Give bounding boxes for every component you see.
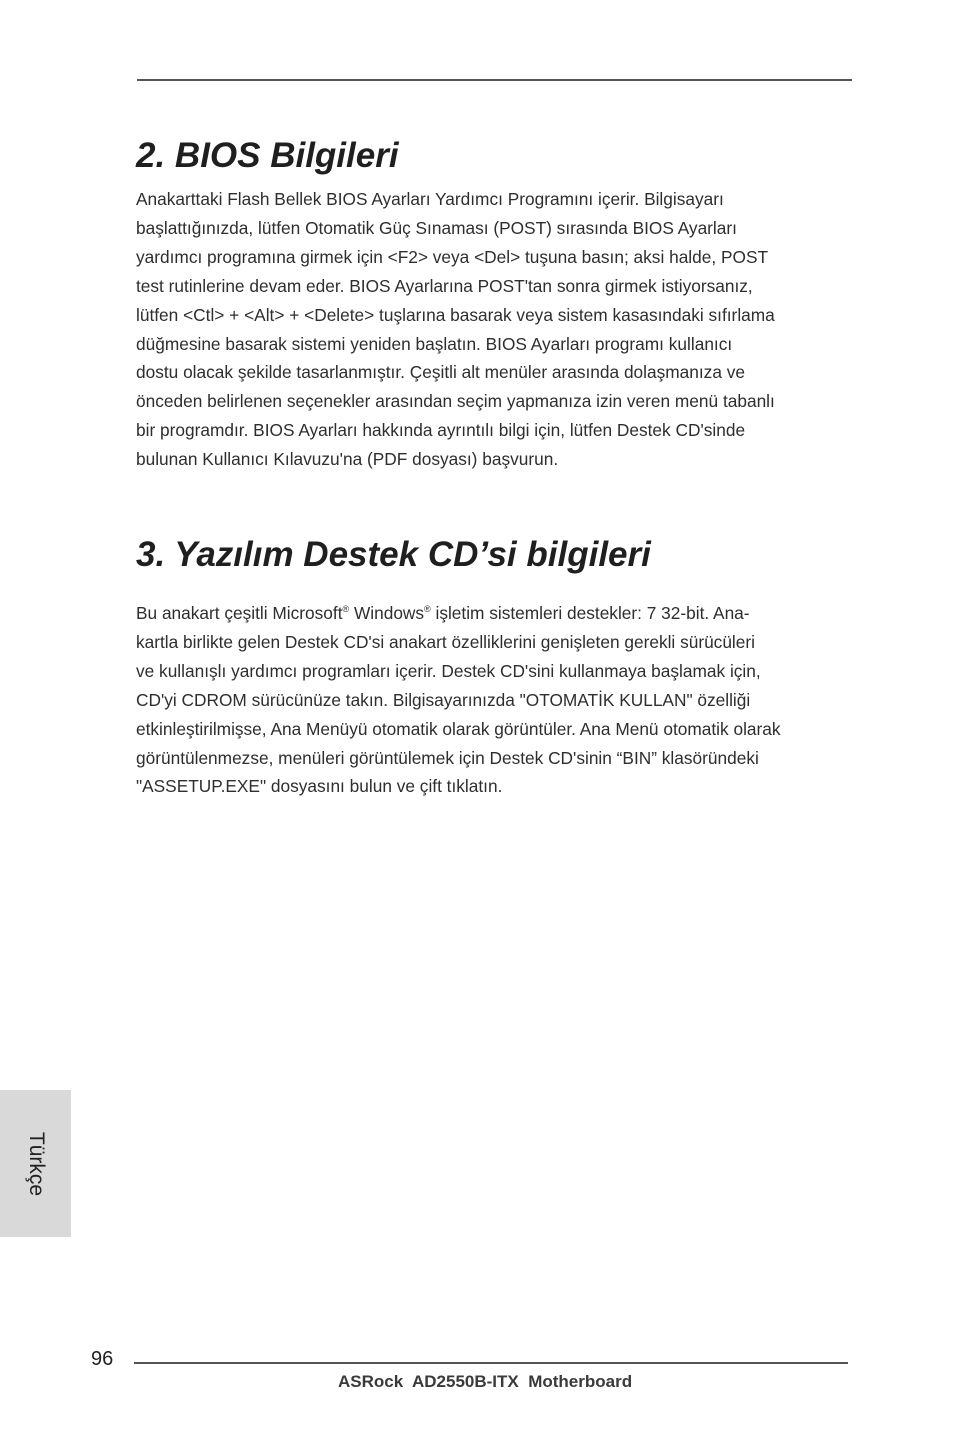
footer-product-name: ASRock AD2550B-ITX Motherboard — [338, 1372, 633, 1391]
paragraph-line: başlattığınızda, lütfen Otomatik Güç Sınaması (POST) sırasında BIOS Ayarları — [136, 217, 737, 238]
language-tab-label: Türkçe — [24, 1131, 48, 1196]
language-side-tab — [0, 1090, 71, 1237]
bios-paragraph — [136, 185, 856, 474]
support-cd-paragraph — [136, 599, 856, 801]
paragraph-line: görüntülenmezse, menüleri görüntülemek için Destek CD'sinin “BIN” klasöründeki — [136, 747, 759, 768]
paragraph-line: ve kullanışlı yardımcı programları içerir. Destek CD'sini kullanmaya başlamak için, — [136, 660, 761, 681]
page-number: 96 — [91, 1348, 114, 1370]
top-divider — [137, 79, 852, 81]
paragraph-line: dostu olacak şekilde tasarlanmıştır. Çeşitli alt menüler arasında dolaşmanıza ve — [136, 362, 745, 383]
paragraph-line: bir programdır. BIOS Ayarları hakkında ayrıntılı bilgi için, lütfen Destek CD'sinde — [136, 420, 746, 441]
bottom-divider — [134, 1362, 848, 1364]
line-segment: işletim sistemleri destekler: 7 32-bit. Ana- — [430, 603, 750, 623]
paragraph-line: düğmesine basarak sistemi yeniden başlatın. BIOS Ayarları programı kullanıcı — [136, 333, 733, 354]
paragraph-line: CD'yi CDROM sürücünüze takın. Bilgisayarınızda "OTOMATİK KULLAN" özelliği — [136, 689, 751, 710]
paragraph-line: Anakarttaki Flash Bellek BIOS Ayarları Yardımcı Programını içerir. Bilgisayarı — [136, 189, 724, 209]
paragraph-line: "ASSETUP.EXE" dosyasını bulun ve çift tıklatın. — [136, 776, 503, 797]
paragraph-line: lütfen <Ctl> + <Alt> + <Delete> tuşlarına basarak veya sistem kasasındaki sıfırlama — [136, 304, 775, 325]
paragraph-line: bulunan Kullanıcı Kılavuzu'na (PDF dosyası) başvurun. — [136, 449, 559, 470]
paragraph-line: etkinleştirilmişse, Ana Menüyü otomatik olarak görüntüler. Ana Menü otomatik olarak — [136, 718, 781, 739]
registered-mark: ® — [342, 604, 350, 614]
line-segment: Bu anakart çeşitli Microsoft — [136, 603, 343, 623]
paragraph-line: önceden belirlenen seçenekler arasından seçim yapmanıza izin veren menü tabanlı — [136, 391, 775, 412]
section-heading-support-cd: 3. Yazılım Destek CD’si bilgileri — [136, 535, 651, 574]
paragraph-line: test rutinlerine devam eder. BIOS Ayarlarına POST'tan sonra girmek istiyorsanız, — [136, 275, 753, 296]
line-segment: Windows — [349, 603, 425, 623]
paragraph-line: yardımcı programına girmek için <F2> veya <Del> tuşuna basın; aksi halde, POST — [136, 246, 769, 267]
section-heading-bios: 2. BIOS Bilgileri — [136, 136, 399, 175]
registered-mark: ® — [424, 604, 431, 614]
paragraph-line — [136, 599, 856, 628]
paragraph-line: kartla birlikte gelen Destek CD'si anakart özelliklerini genişleten gerekli sürücüleri — [136, 631, 755, 652]
